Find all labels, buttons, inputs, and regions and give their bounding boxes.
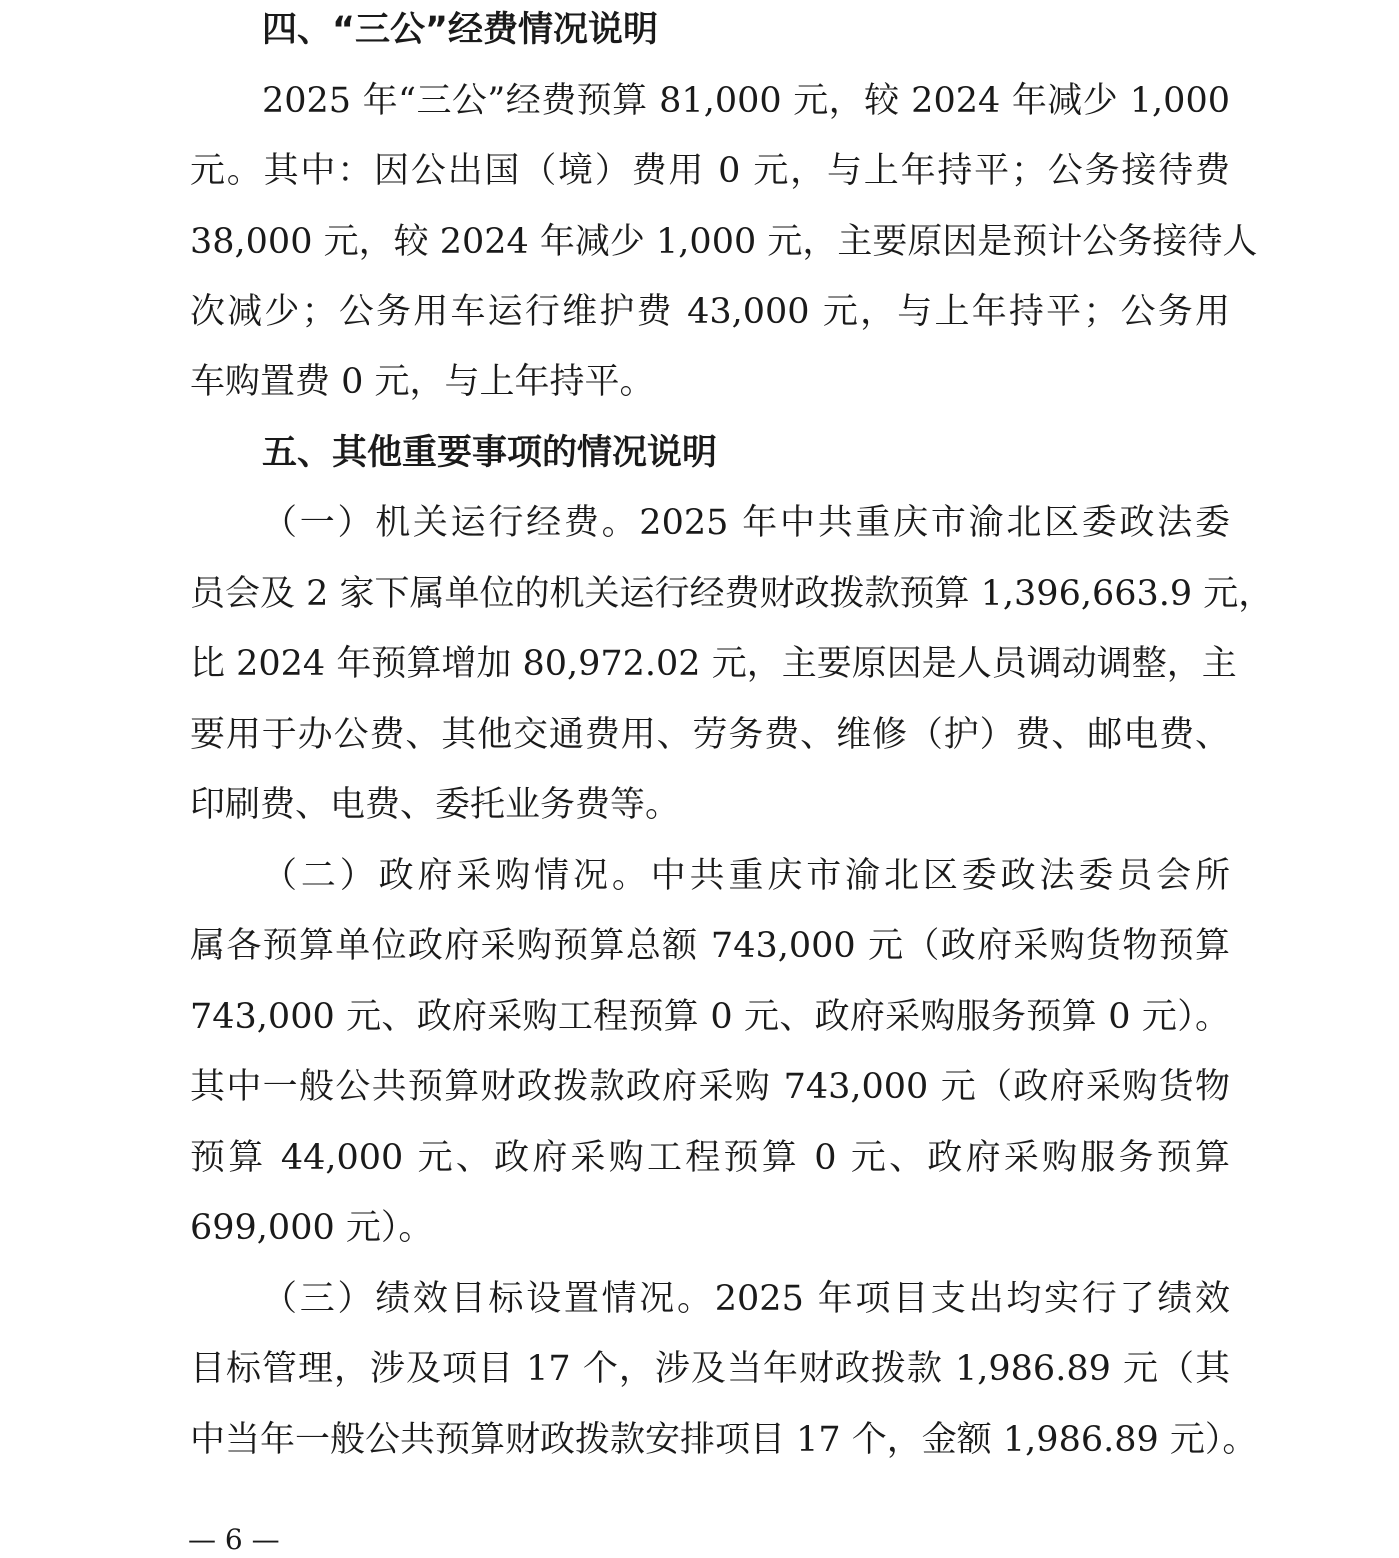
page-number: — 6 — [188, 1523, 280, 1556]
paragraph-line: （三）绩效目标设置情况。2025 年项目支出均实行了绩效 [262, 1279, 1230, 1319]
paragraph-line: 2025 年“三公”经费预算 81,000 元，较 2024 年减少 1,000 [262, 81, 1230, 121]
section4-heading: 四、“三公”经费情况说明 [262, 10, 659, 50]
paragraph-line: 印刷费、电费、委托业务费等。 [190, 785, 681, 825]
paragraph-line: 743,000 元、政府采购工程预算 0 元、政府采购服务预算 0 元）。 [190, 997, 1230, 1037]
section5-heading: 五、其他重要事项的情况说明 [262, 433, 718, 473]
paragraph-line: 车购置费 0 元，与上年持平。 [190, 362, 655, 402]
paragraph-line: （一）机关运行经费。2025 年中共重庆市渝北区委政法委 [262, 503, 1230, 543]
paragraph-line: 次减少；公务用车运行维护费 43,000 元，与上年持平；公务用 [190, 292, 1230, 332]
paragraph-line: 比 2024 年预算增加 80,972.02 元，主要原因是人员调动调整，主 [190, 644, 1237, 684]
paragraph-line: 员会及 2 家下属单位的机关运行经费财政拨款预算 1,396,663.9 元， [190, 574, 1274, 614]
paragraph-line: 要用于办公费、其他交通费用、劳务费、维修（护）费、邮电费、 [190, 715, 1230, 755]
paragraph-line: 目标管理，涉及项目 17 个，涉及当年财政拨款 1,986.89 元（其 [190, 1349, 1230, 1389]
paragraph-line: （二）政府采购情况。中共重庆市渝北区委政法委员会所 [262, 856, 1230, 896]
paragraph-line: 其中一般公共预算财政拨款政府采购 743,000 元（政府采购货物 [190, 1067, 1230, 1107]
paragraph-line: 699,000 元）。 [190, 1208, 434, 1248]
paragraph-line: 预算 44,000 元、政府采购工程预算 0 元、政府采购服务预算 [190, 1138, 1230, 1178]
paragraph-line: 元。其中：因公出国（境）费用 0 元，与上年持平；公务接待费 [190, 151, 1230, 191]
paragraph-line: 属各预算单位政府采购预算总额 743,000 元（政府采购货物预算 [190, 926, 1230, 966]
paragraph-line: 38,000 元，较 2024 年减少 1,000 元，主要原因是预计公务接待人 [190, 222, 1258, 262]
paragraph-line: 中当年一般公共预算财政拨款安排项目 17 个，金额 1,986.89 元）。 [190, 1420, 1258, 1460]
